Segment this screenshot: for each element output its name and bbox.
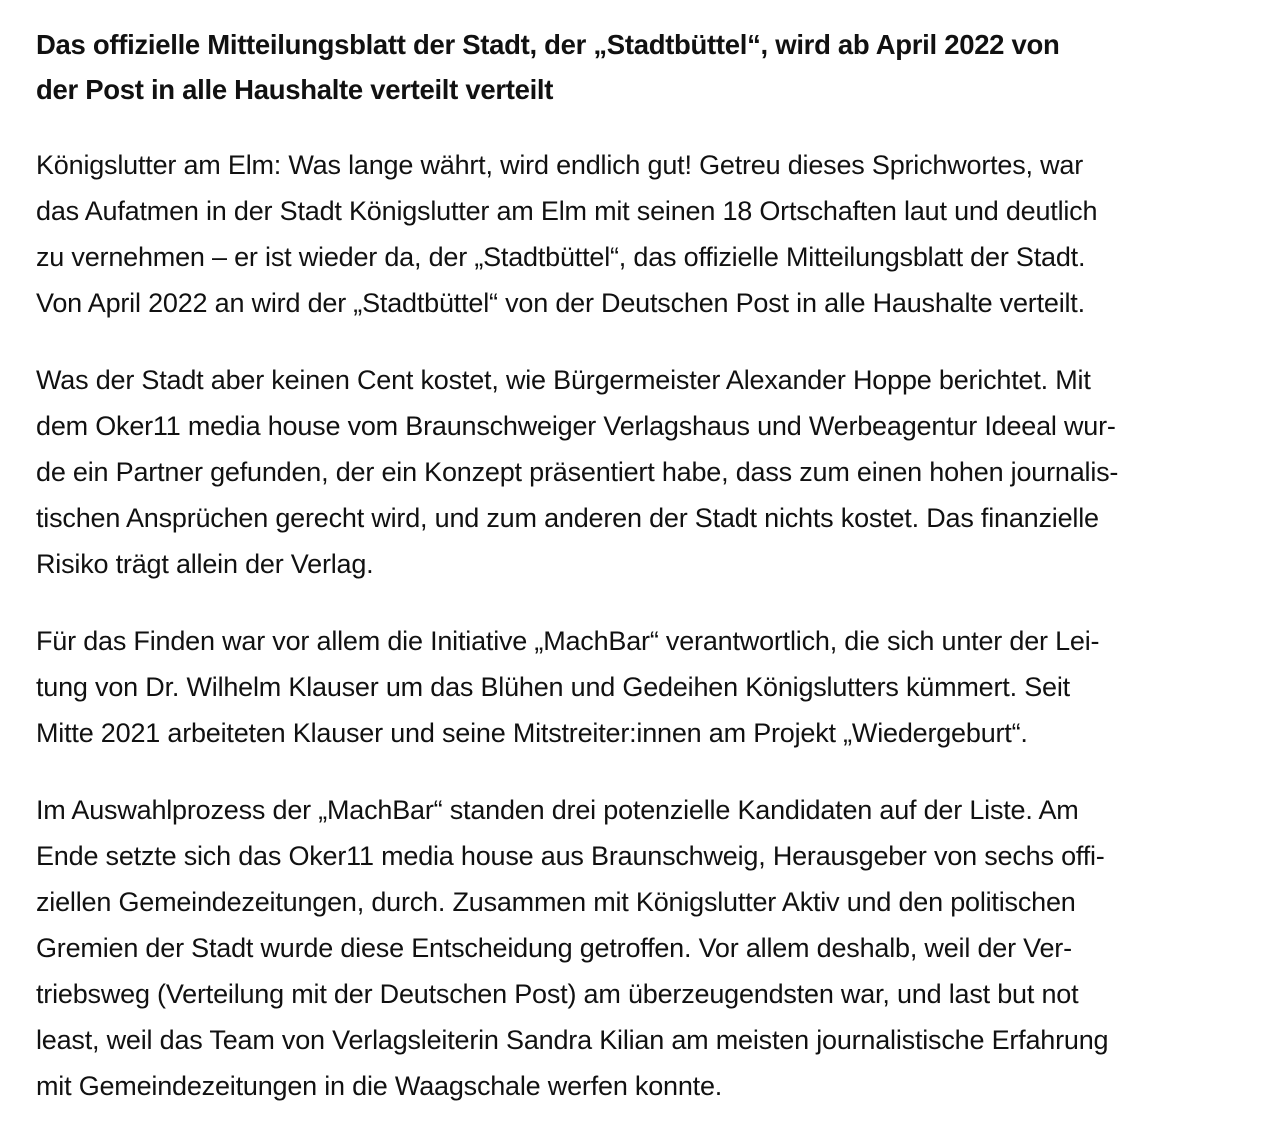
headline-line: der Post in alle Haushalte verteilt verteilt: [36, 74, 554, 105]
paragraph-initiative: [36, 618, 1256, 756]
paragraph-line: dem Oker11 media house vom Braunschweiger Verlagshaus und Werbeagentur Ideeal wur-: [36, 411, 1116, 441]
paragraph-line: Mitte 2021 arbeiteten Klauser und seine Mitstreiter:innen am Projekt „Wiedergeburt“.: [36, 718, 1028, 748]
paragraph-line: de ein Partner gefunden, der ein Konzept präsentiert habe, dass zum einen hohen journalis-: [36, 457, 1119, 487]
paragraph-cost: [36, 357, 1256, 587]
paragraph-line: Für das Finden war vor allem die Initiative „MachBar“ verantwortlich, die sich unter der Lei-: [36, 626, 1100, 656]
paragraph-line: das Aufatmen in der Stadt Königslutter am Elm mit seinen 18 Ortschaften laut und deutlich: [36, 196, 1098, 226]
paragraph-line: least, weil das Team von Verlagsleiterin Sandra Kilian am meisten journalistische Erfahrung: [36, 1025, 1109, 1055]
paragraph-line: Von April 2022 an wird der „Stadtbüttel“ von der Deutschen Post in alle Haushalte verteilt.: [36, 288, 1085, 318]
article-headline: [36, 22, 1256, 112]
paragraph-line: ziellen Gemeindezeitungen, durch. Zusammen mit Königslutter Aktiv und den politischen: [36, 887, 1076, 917]
paragraph-line: tung von Dr. Wilhelm Klauser um das Blühen und Gedeihen Königslutters kümmert. Seit: [36, 672, 1070, 702]
paragraph-line: triebsweg (Verteilung mit der Deutschen Post) am überzeugendsten war, und last but not: [36, 979, 1079, 1009]
paragraph-line: Was der Stadt aber keinen Cent kostet, wie Bürgermeister Alexander Hoppe berichtet. Mit: [36, 365, 1091, 395]
paragraph-line: zu vernehmen – er ist wieder da, der „Stadtbüttel“, das offizielle Mitteilungsblatt der Stadt.: [36, 242, 1086, 272]
paragraph-line: Im Auswahlprozess der „MachBar“ standen drei potenzielle Kandidaten auf der Liste. Am: [36, 795, 1079, 825]
headline-line: Das offizielle Mitteilungsblatt der Stadt, der „Stadtbüttel“, wird ab April 2022 von: [36, 29, 1060, 60]
paragraph-line: tischen Ansprüchen gerecht wird, und zum anderen der Stadt nichts kostet. Das finanzielle: [36, 503, 1099, 533]
paragraph-line: mit Gemeindezeitungen in die Waagschale werfen konnte.: [36, 1071, 723, 1101]
paragraph-line: Ende setzte sich das Oker11 media house aus Braunschweig, Herausgeber von sechs offi-: [36, 841, 1105, 871]
paragraph-intro: [36, 142, 1256, 326]
article: [36, 22, 1256, 1109]
paragraph-line: Risiko trägt allein der Verlag.: [36, 549, 374, 579]
paragraph-line: Gremien der Stadt wurde diese Entscheidung getroffen. Vor allem deshalb, weil der Ver-: [36, 933, 1072, 963]
paragraph-selection: [36, 787, 1256, 1109]
paragraph-line: Königslutter am Elm: Was lange währt, wird endlich gut! Getreu dieses Sprichwortes, war: [36, 150, 1084, 180]
